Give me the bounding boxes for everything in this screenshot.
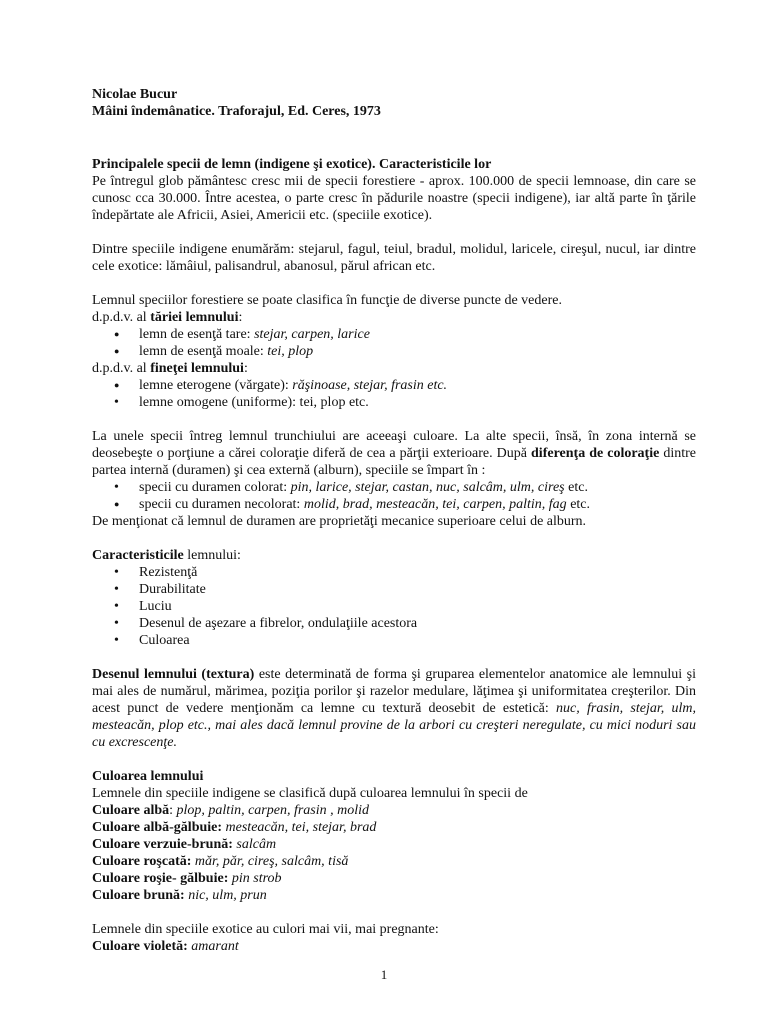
color-row [92,887,696,904]
paragraph-color-difference [92,428,696,479]
item-examples: tei, plop [267,344,314,359]
item-label: lemne omogene (uniforme): tei, plop etc. [139,395,369,410]
list-item [92,377,696,394]
document-body [92,86,696,955]
color-values: măr, păr, cireş, salcâm, tisă [194,854,349,869]
bullet-star-icon: ● [114,346,120,356]
color-values: pin strob [231,871,282,886]
color-label: Culoare roşie- gălbuie: [92,871,229,886]
paragraph-duramen-note: De menţionat că lemnul de duramen are proprietăţi mecanice superioare celui de alburn. [92,514,587,529]
color-label: Culoare albă-gălbuie: [92,820,223,835]
color-row [92,819,696,836]
paragraph-color-intro: Lemnele din speciile indigene se clasifică după culoarea lemnului în specii de [92,786,528,801]
list-item [92,581,696,598]
bullet-star-icon: ● [114,329,120,339]
item-label: lemn de esenţă tare: [139,327,255,342]
color-label: Culoare roşcată: [92,854,192,869]
item-examples: molid, brad, mesteacăn, tei, carpen, paltin, fag [303,497,567,512]
fineness-label: fineţei lemnului [150,361,244,376]
bullet-dot-icon: • [114,480,119,495]
color-label: Culoare verzuie-brună: [92,837,233,852]
bullet-dot-icon: • [114,616,119,631]
hardness-suffix: : [238,310,243,325]
paragraph-texture [92,666,696,751]
bullet-dot-icon: • [114,633,119,648]
section-title-species: Principalele specii de lemn (indigene şi exotice). Caracteristicile lor [92,157,492,172]
color-values: nic, ulm, prun [188,888,267,903]
characteristics-heading [92,547,696,564]
list-item [92,326,696,343]
paragraph-intro: Pe întregul glob pământesc cresc mii de specii forestiere - aprox. 100.000 de specii lemnoase, din care se cunosc cca 30.000. Între acestea, o parte cresc în pădurile noastre (specii indigene), iar altă parte în ţările îndepărtate ale Africii, Asiei, Americii etc. (speciile exotice). [92,174,696,223]
fineness-heading [92,360,696,377]
color-row [92,802,696,819]
fineness-suffix: : [243,361,248,376]
item-label: Culoarea [139,633,190,648]
duramen-list [92,479,696,513]
fineness-prefix: d.p.d.v. al [92,361,151,376]
characteristics-title-rest: lemnului: [183,548,241,563]
section-title-color: Culoarea lemnului [92,769,204,784]
item-label: specii cu duramen colorat: [139,480,291,495]
list-item [92,496,696,513]
color-values: amarant [191,939,239,954]
hardness-prefix: d.p.d.v. al [92,310,151,325]
text-start: La unele specii întreg lemnul trunchiului are aceeaşi culoare. La alte specii, însă, în zona internă se deosebeşte o porţiune a cărei coloraţie diferă de cea a părţii exterioare. După [92,429,696,461]
color-sep: : [169,803,177,818]
color-values: salcâm [236,837,277,852]
fineness-list [92,377,696,411]
list-item [92,615,696,632]
bullet-dot-icon: • [114,582,119,597]
color-label: Culoare albă [92,803,170,818]
list-item [92,479,696,496]
item-label: lemn de esenţă moale: [139,344,268,359]
color-values: mesteacăn, tei, stejar, brad [225,820,377,835]
item-label: lemne eterogene (vărgate): [139,378,293,393]
texture-text: este determinată de forma şi gruparea elementelor anatomice ale lemnului şi mai ales de numărul, mărimea, poziţia porilor şi razelor medulare, lăţimea şi uniformitatea creşterilor. Din acest punct de vedere menţionăm ca lemne cu textură deosebit de estetică: [92,667,696,716]
characteristics-list [92,564,696,649]
text-bold: diferenţa de coloraţie [531,446,660,461]
item-label: Luciu [139,599,172,614]
list-item [92,343,696,360]
characteristics-title: Caracteristicile [92,548,184,563]
color-label: Culoare violetă: [92,939,188,954]
hardness-label: tăriei lemnului [150,310,239,325]
color-row [92,853,696,870]
color-values: plop, paltin, carpen, frasin , molid [176,803,370,818]
texture-examples: nuc, frasin, stejar, ulm, mesteacăn, plop etc., mai ales dacă lemnul provine de la arbori cu creşteri neregulate, cu mici noduri sau cu excrescenţe. [92,701,696,750]
paragraph-classification: Lemnul speciilor forestiere se poate clasifica în funcţie de diverse puncte de vedere. [92,293,562,308]
list-item [92,394,696,411]
author-name: Nicolae Bucur [92,87,178,102]
paragraph-species-list: Dintre speciile indigene enumărăm: stejarul, fagul, teiul, bradul, molidul, laricele, cireşul, nucul, iar dintre cele exotice: lămâiul, palisandrul, abanosul, părul african etc. [92,242,696,274]
list-item [92,598,696,615]
color-label: Culoare brună: [92,888,185,903]
item-label: Rezistenţă [139,565,198,580]
bullet-star-icon: ● [114,380,120,390]
item-label: specii cu duramen necolorat: [139,497,304,512]
item-label: Desenul de aşezare a fibrelor, ondulaţiile acestora [139,616,418,631]
color-row [92,870,696,887]
text-end: dintre partea internă (duramen) şi cea externă (alburn), speciile se împart în : [92,446,697,478]
bullet-dot-icon: • [114,395,119,410]
texture-title: Desenul lemnului (textura) [92,667,255,682]
item-suffix: etc. [564,480,588,495]
page-number: 1 [380,967,388,982]
item-suffix: etc. [566,497,591,512]
item-label: Durabilitate [139,582,206,597]
item-examples: pin, larice, stejar, castan, nuc, salcâm, ulm, cireş [290,480,565,495]
bullet-dot-icon: • [114,599,119,614]
bullet-dot-icon: • [114,565,119,580]
hardness-heading [92,309,696,326]
hardness-list [92,326,696,360]
color-row [92,836,696,853]
list-item [92,564,696,581]
bullet-star-icon: ● [114,499,120,509]
color-row [92,938,696,955]
item-examples: stejar, carpen, larice [254,327,370,342]
book-title: Mâini îndemânatice. Traforajul, Ed. Ceres, 1973 [92,104,381,119]
list-item [92,632,696,649]
paragraph-exotic-intro: Lemnele din speciile exotice au culori mai vii, mai pregnante: [92,922,439,937]
item-examples: răşinoase, stejar, frasin etc. [292,378,448,393]
